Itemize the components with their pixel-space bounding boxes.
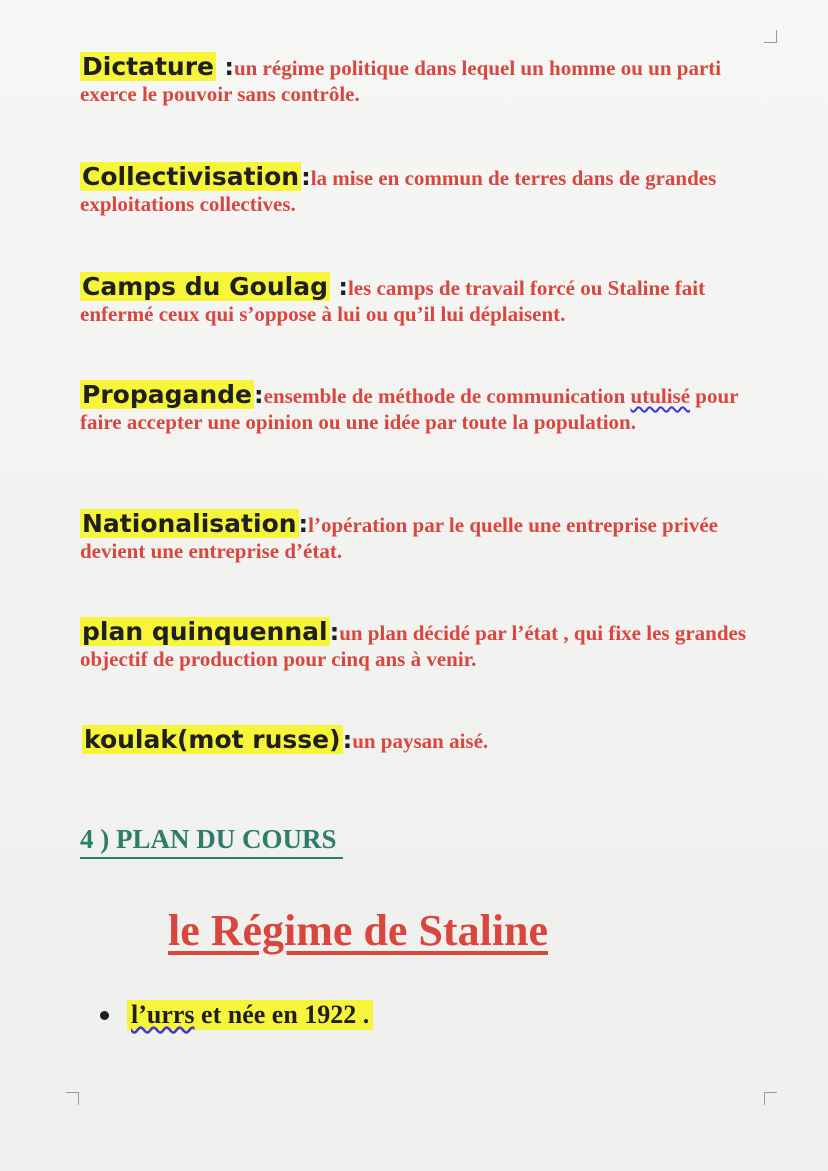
term-separator: :: [298, 510, 309, 538]
term-label: Propagande: [82, 380, 253, 409]
page-title: le Régime de Staline: [168, 906, 549, 955]
term-separator: :: [329, 273, 348, 301]
term-label: Dictature: [82, 52, 214, 81]
term-label: plan quinquennal: [82, 617, 328, 646]
page-corner-mark: [66, 1092, 79, 1105]
definition-text: la mise en commun de terres dans de grandes exploitations collectives.: [80, 166, 717, 216]
section-heading: 4 ) PLAN DU COURS: [80, 822, 343, 859]
bullet-text-rest: et née en 1922 .: [194, 1000, 370, 1029]
definition-propagande: [80, 380, 770, 434]
spellcheck-flagged-word: l’urrs: [131, 1000, 195, 1029]
definition-text: ensemble de méthode de communication: [263, 384, 631, 408]
term-label: koulak(mot russe): [84, 725, 341, 754]
term-separator: :: [342, 726, 353, 754]
definition-text: pour faire accepter une opinion ou une idée par toute la population.: [80, 384, 739, 434]
term-label: Camps du Goulag: [82, 272, 328, 301]
term-separator: :: [329, 618, 340, 646]
definition-text: l’opération par le quelle une entreprise privée devient une entreprise d’état.: [80, 513, 718, 563]
term-separator: :: [254, 381, 264, 409]
term-label: Collectivisation: [82, 162, 300, 191]
definition-collectivisation: [80, 162, 770, 216]
definition-dictature: [80, 52, 770, 106]
page-corner-mark: [764, 1092, 777, 1105]
bullet-dot-icon: [100, 1011, 109, 1020]
definition-text: un régime politique dans lequel un homme ou un parti exerce le pouvoir sans contrôle.: [80, 56, 722, 106]
spellcheck-flagged-word: utulisé: [630, 384, 691, 408]
definition-plan-quinquennal: [80, 617, 770, 671]
definition-koulak: [82, 725, 772, 755]
definition-nationalisation: [80, 509, 770, 563]
definition-text: les camps de travail forcé ou Staline fait enfermé ceux qui s’oppose à lui ou qu’il lui déplaisent.: [80, 276, 706, 326]
definition-text: un plan décidé par l’état , qui fixe les grandes objectif de production pour cinq ans à venir.: [80, 621, 747, 671]
definition-text: un paysan aisé.: [352, 729, 489, 753]
term-label: Nationalisation: [82, 509, 297, 538]
page-corner-mark: [764, 30, 777, 43]
bullet-item: [100, 1000, 373, 1030]
term-separator: :: [301, 163, 311, 191]
term-separator: :: [216, 53, 234, 81]
bullet-text: [127, 1000, 373, 1030]
definition-camps-du-goulag: [80, 272, 770, 326]
